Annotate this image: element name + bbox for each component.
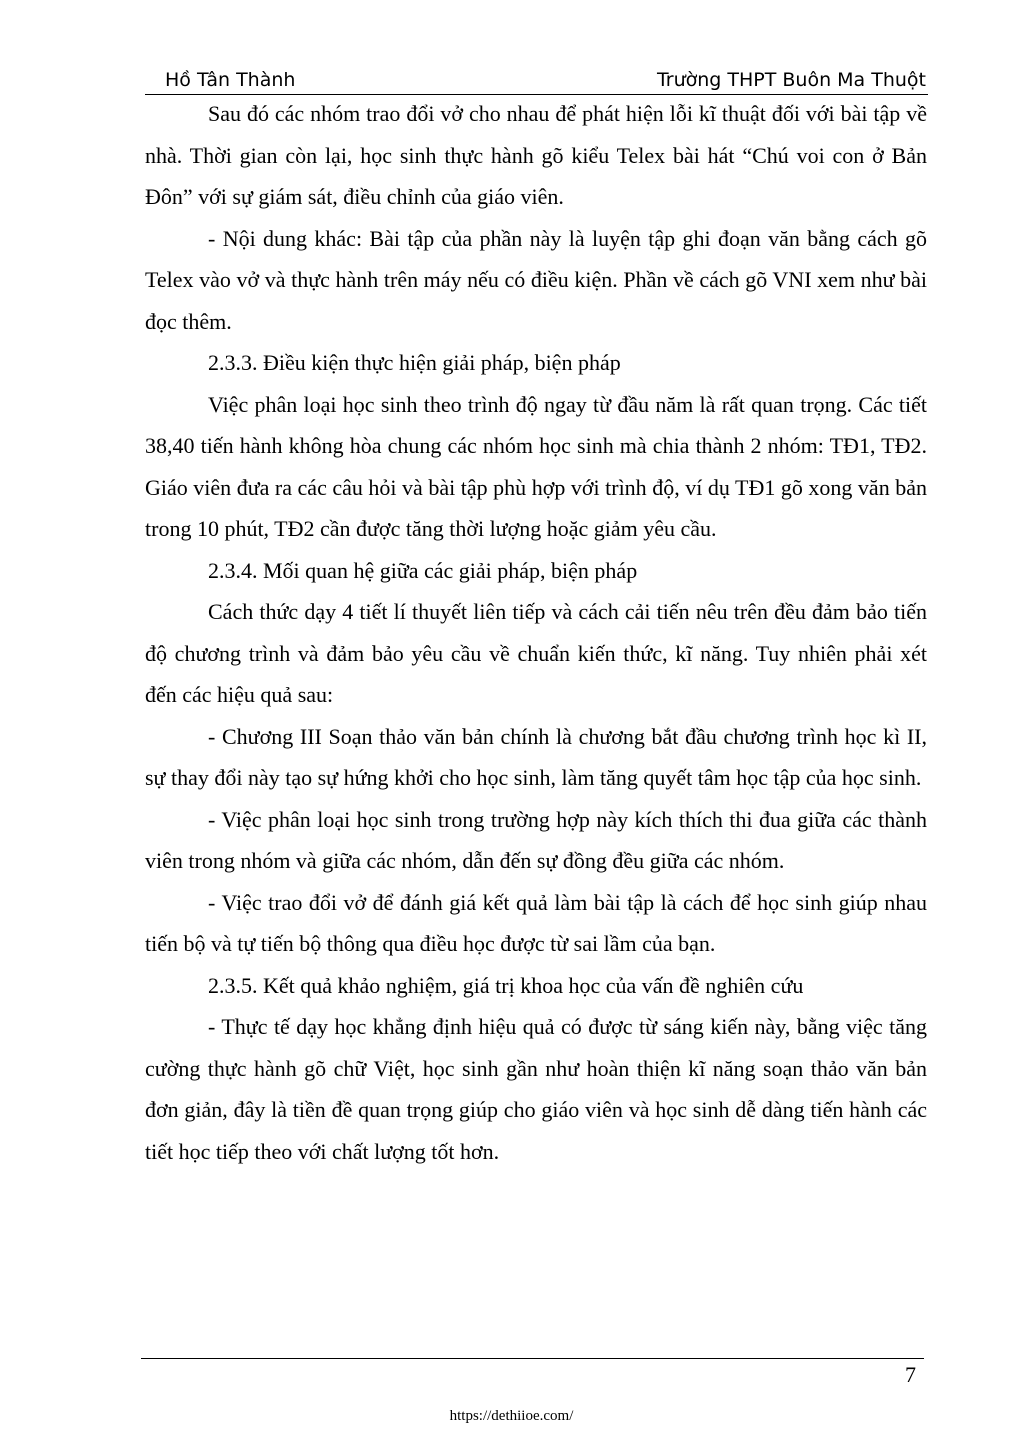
paragraph-conditions: Việc phân loại học sinh theo trình độ ngay từ đầu năm là rất quan trọng. Các tiết 38,40 tiến hành không hòa chung các nhóm học sinh mà chia thành 2 nhóm: TĐ1, TĐ2. Giáo viên đưa ra các câu hỏi và bài tập phù hợp với trình độ, ví dụ TĐ1 gõ xong văn bản trong 10 phút, TĐ2 cần được tăng thời lượng hoặc giảm yêu cầu. xyxy=(145,391,927,541)
paragraph-continuation: Sau đó các nhóm trao đổi vở cho nhau để phát hiện lỗi kĩ thuật đối với bài tập về nhà. Thời gian còn lại, học sinh thực hành gõ kiểu Telex bài hát “Chú voi con ở Bản Đôn” với sự giám sát, điều chỉnh của giáo viên. xyxy=(145,101,927,209)
paragraph-classification: - Việc phân loại học sinh trong trường hợp này kích thích thi đua giữa các thành viên trong nhóm và giữa các nhóm, dẫn đến sự đồng đều giữa các nhóm. xyxy=(145,806,927,873)
section-heading-2-3-4: 2.3.4. Mối quan hệ giữa các giải pháp, biện pháp xyxy=(208,557,638,583)
document-body xyxy=(145,93,927,1172)
page-header xyxy=(145,67,928,95)
paragraph-chapter-iii: - Chương III Soạn thảo văn bản chính là chương bắt đầu chương trình học kì II, sự thay đổi này tạo sự hứng khởi cho học sinh, làm tăng quyết tâm học tập của học sinh. xyxy=(145,723,927,790)
paragraph-results: - Thực tế dạy học khẳng định hiệu quả có được từ sáng kiến này, bằng việc tăng cường thực hành gõ chữ Việt, học sinh gần như hoàn thiện kĩ năng soạn thảo văn bản đơn giản, đây là tiền đề quan trọng giúp cho giáo viên và học sinh dễ dàng tiến hành các tiết học tiếp theo với chất lượng tốt hơn. xyxy=(145,1014,927,1164)
paragraph-other-content: - Nội dung khác: Bài tập của phần này là luyện tập ghi đoạn văn bằng cách gõ Telex vào vở và thực hành trên máy nếu có điều kiện. Phần về cách gõ VNI xem như bài đọc thêm. xyxy=(145,225,927,334)
paragraph-exchange: - Việc trao đổi vở để đánh giá kết quả làm bài tập là cách để học sinh giúp nhau tiến bộ và tự tiến bộ thông qua điều học được từ sai lầm của bạn. xyxy=(145,889,927,956)
paragraph-relationship: Cách thức dạy 4 tiết lí thuyết liên tiếp và cách cải tiến nêu trên đều đảm bảo tiến độ chương trình và đảm bảo yêu cầu về chuẩn kiến thức, kĩ năng. Tuy nhiên phải xét đến các hiệu quả sau: xyxy=(145,599,927,707)
section-heading-2-3-3: 2.3.3. Điều kiện thực hiện giải pháp, biện pháp xyxy=(208,350,621,375)
header-author: Hồ Tân Thành xyxy=(165,69,296,91)
section-heading-2-3-5: 2.3.5. Kết quả khảo nghiệm, giá trị khoa học của vấn đề nghiên cứu xyxy=(208,972,804,998)
header-school: Trường THPT Buôn Ma Thuột xyxy=(656,69,926,91)
footer-divider xyxy=(141,1358,924,1359)
page-number: 7 xyxy=(905,1362,916,1387)
footer-url: https://dethiioe.com/ xyxy=(449,1408,574,1424)
